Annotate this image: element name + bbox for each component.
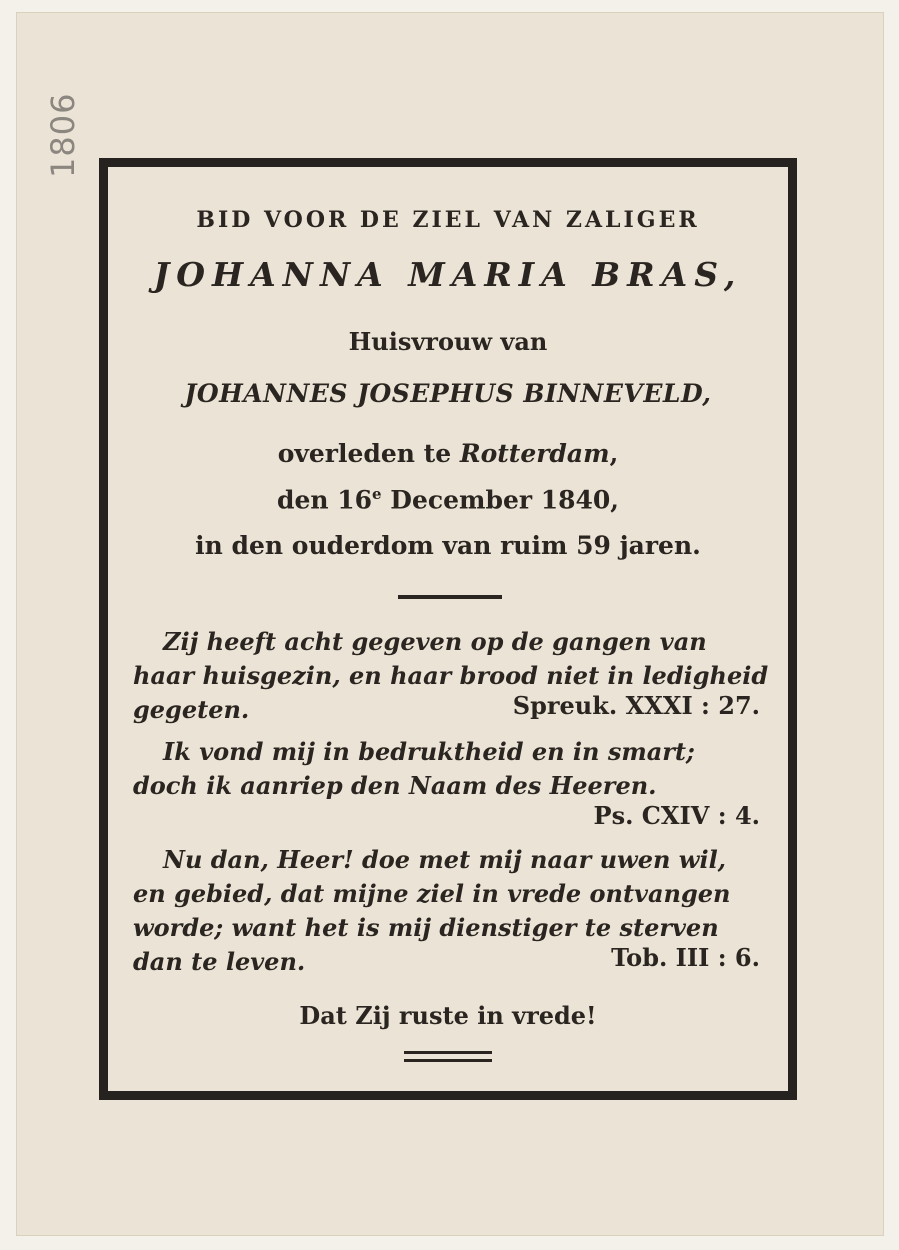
death-date-line	[108, 485, 788, 514]
verse-3-line-3: worde; want het is mij dienstiger te sterven	[133, 913, 719, 942]
mourning-border	[99, 158, 797, 1100]
death-date-prefix: den 16	[276, 485, 373, 515]
husband-name: JOHANNES JOSEPHUS BINNEVELD,	[184, 379, 712, 408]
verse-1-line-1: Zij heeft acht gegeven op de gangen van	[163, 627, 707, 656]
verse-1-reference: Spreuk. XXXI : 27.	[512, 691, 760, 720]
verse-1-line-2: haar huisgezin, en haar brood niet in ledigheid	[133, 661, 769, 690]
death-date-suffix: December 1840,	[381, 485, 620, 515]
card-content	[108, 167, 788, 1091]
verse-3-line-1: Nu dan, Heer! doe met mij naar uwen wil,	[163, 845, 727, 874]
pencil-annotation: 1806	[44, 92, 82, 178]
deceased-name: JOHANNA MARIA BRAS,	[153, 255, 743, 294]
prayer-heading: BID VOOR DE ZIEL VAN ZALIGER	[196, 207, 700, 233]
verse-1-line-3: gegeten.	[133, 695, 250, 724]
verse-2-line-2: doch ik aanriep den Naam des Heeren.	[133, 771, 657, 800]
divider-rule	[398, 595, 502, 599]
death-place-line	[108, 439, 788, 468]
relation-text: Huisvrouw van	[348, 327, 548, 356]
death-place-prefix: overleden te	[277, 439, 460, 468]
verse-3-line-4: dan te leven.	[133, 947, 306, 976]
double-rule-bottom	[404, 1059, 492, 1062]
age-line: in den ouderdom van ruim 59 jaren.	[195, 531, 701, 560]
death-place: Rotterdam	[459, 439, 610, 468]
death-date-superscript: e	[372, 485, 382, 503]
closing-blessing: Dat Zij ruste in vrede!	[299, 1001, 597, 1030]
verse-2	[133, 735, 778, 803]
verse-3-reference: Tob. III : 6.	[611, 943, 760, 972]
double-rule-top	[404, 1051, 492, 1054]
verse-3-line-2: en gebied, dat mijne ziel in vrede ontvangen	[133, 879, 731, 908]
death-place-suffix: ,	[609, 439, 619, 468]
verse-2-line-1: Ik vond mij in bedruktheid en in smart;	[163, 737, 695, 766]
verse-2-reference: Ps. CXIV : 4.	[593, 801, 760, 830]
